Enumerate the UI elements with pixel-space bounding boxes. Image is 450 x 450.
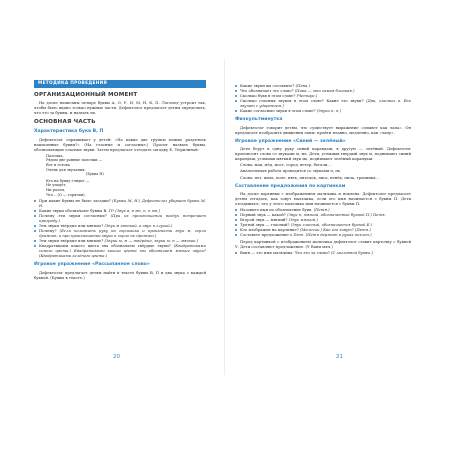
left-column	[34, 80, 206, 280]
paragraph: Перед картинкой с изображением мальчика дефектолог ставит карточку с буквой У. Дети составляют предложение. (У Вани мяч.)	[235, 238, 411, 249]
paragraph: Дети берут в одну руку синий карандаш, в другую — зелёный. Дефектолог произносит слова со звуками м, мь. Дети, услышав твердый звук м, поднимают синий карандаш, услышав мягкий звук мь, поднимают зелёный карандаш.	[235, 145, 411, 161]
page-number: 20	[113, 354, 120, 360]
list-item: Третий звук — гласный? (Звук гласный, обозначается буквой Е.)	[235, 222, 411, 227]
poem-line: Очень для звучания.	[46, 167, 86, 172]
section-label: МЕТОДИКА ПРОВЕДЕНИЯ	[34, 80, 206, 88]
poem-line: Вот и готова	[46, 162, 70, 167]
paragraph: Дефектолог предлагает детям найти в тексте буквы В, П и два звука с каждой буквой. (Буквы в тексте.)	[34, 269, 206, 280]
poem	[46, 179, 206, 197]
list-item: Кто изображен на картинке? (Мальчик.) Как его зовут? (Петя.)	[235, 227, 411, 232]
poem	[46, 154, 206, 172]
list-item: Ваня — это имя мальчика. Что это за слово? (С заглавной буквы.)	[235, 250, 411, 255]
question-list	[235, 83, 411, 113]
right-column	[235, 82, 411, 255]
list-item: Эти звуки твёрдые или мягкие? (Звуки м, м — твёрдые, звуки м, н — мягкие.)	[34, 238, 206, 243]
list-item: Какие звуки вы составите? (Папа.)	[235, 83, 411, 88]
list-item: Первый звук — какой? (Звук п, мягкий, обозначенный буквой П.) Петя.	[235, 212, 411, 217]
list-item: Составьте предложение о Пете. (Петя держит в руках поклон.)	[235, 232, 411, 237]
org-heading: ОРГАНИЗАЦИОННЫЙ МОМЕНТ	[34, 92, 138, 98]
right-page	[225, 0, 450, 450]
list-item: Какие звуки обозначают буквы В, П? (Звук в, в мн, п, п мн.)	[34, 208, 206, 213]
word-list: Слова: пот, пила, поле, пять, пятачок, лиса, пенёк, пила, тропинка...	[240, 174, 380, 180]
list-item: Второй звук — мягкий? (Звук мягкий.)	[235, 217, 411, 222]
subheading-game: Игровое упражнение «Рассыпанное слово»	[34, 262, 150, 268]
main-heading: ОСНОВНАЯ ЧАСТЬ	[34, 118, 96, 125]
word-list: Слова: мак, мёд, мост, город, ветер, бегали...	[240, 162, 331, 168]
poem-line: Палочка,	[46, 153, 64, 158]
paragraph: Дефектолог говорит детям, что существует выражение «плывет как лапа». Он предлагает изобразить движения лапы: пройти плавно, медленно, как «лапу».	[235, 124, 411, 135]
list-item: Эти звуки твёрдые или мягкие? (Звук м звонкий, а звук н глухой.)	[34, 223, 206, 228]
list-item: При какие буквы не было загадки? (Буквы М, Н.) Дефектолог убирает буквы М, Н.	[34, 198, 206, 208]
list-item: Почему эти звуки согласные? (При их произношении воздух встречает преграду.)	[34, 213, 206, 223]
list-item: Сколько гласных звуков в этом слове? Какие это звуки? (Два, гласных a. Все звучат с ударением.)	[235, 98, 411, 108]
poem-answer: (Буква Н)	[86, 172, 104, 177]
list-item: Сколько букв в этом слове? (Четыре.)	[235, 93, 411, 98]
list-item: Назовите имя по обозначение букв. (Петя.)	[235, 207, 411, 212]
subheading-exercise: Физкультминутка	[235, 117, 283, 123]
question-list	[235, 207, 411, 237]
list-item: Какие согласные звуки в этом слове? (Звуки п, п.)	[235, 108, 411, 113]
subheading-game: Игровое упражнение «Синий — зелёный»	[235, 138, 346, 144]
poem-line: Что... (О — горячая).	[46, 192, 86, 197]
org-text: На доске написаны четыре буквы А, О, У, И, М, Н, К, П. Логопед устроит так, чтобы было видно только нужные части. Дефектолог предлагает детям определить, что это за буквы, и назвать их.	[34, 99, 206, 115]
question-list	[34, 198, 206, 258]
paragraph: Дефектолог спрашивает у детей: «На какие две группы можно разделить написанные буквы?» (На гласные и согласные.) Просит назвать буквы, обозначающие гласные звуки. Затем предлагает отгадать загадку Е. Тюрилиной:	[34, 136, 206, 152]
list-item: Квадратиками какого цвета мы обозначаем твёрдые звуки? (Квадратиками синего цвета.) Квадратиками какого цвета мы обозначаем мягкие звуки? (Квадратиками зелёного цвета.)	[34, 243, 206, 258]
page-number: 21	[336, 354, 343, 360]
paragraph: На доске картинки с изображением мальчика и поклена. Дефектолог предлагает детям отгадать, как зовут мальчика, если его имя начинается с буквы П. Дети отгадывают, что у этого мальчика имя начинается с буквы П.	[235, 191, 411, 207]
poem-line: Не упадёт,	[46, 183, 67, 188]
subheading-letters: Характеристика букв В, П	[34, 129, 104, 135]
list-item: Почему? (Если положить руку на горлышко и произнести звук м, горло дрожит, а при произношении звука н горло не дрожит.)	[34, 228, 206, 238]
subheading-sentences: Составление предложения по картинкам	[235, 183, 346, 189]
poem-line: Рядом две ровные палочки —	[46, 158, 103, 163]
paragraph: Аналогичная работа проводится со звуками п, пь.	[240, 168, 342, 174]
question-list	[235, 250, 411, 255]
list-item: Что обозначает это слово? (Папа — это самая близкая.)	[235, 88, 411, 93]
poem-line: Кто на букву глядит —	[46, 178, 90, 183]
poem-line: Ни разом,	[46, 187, 66, 192]
